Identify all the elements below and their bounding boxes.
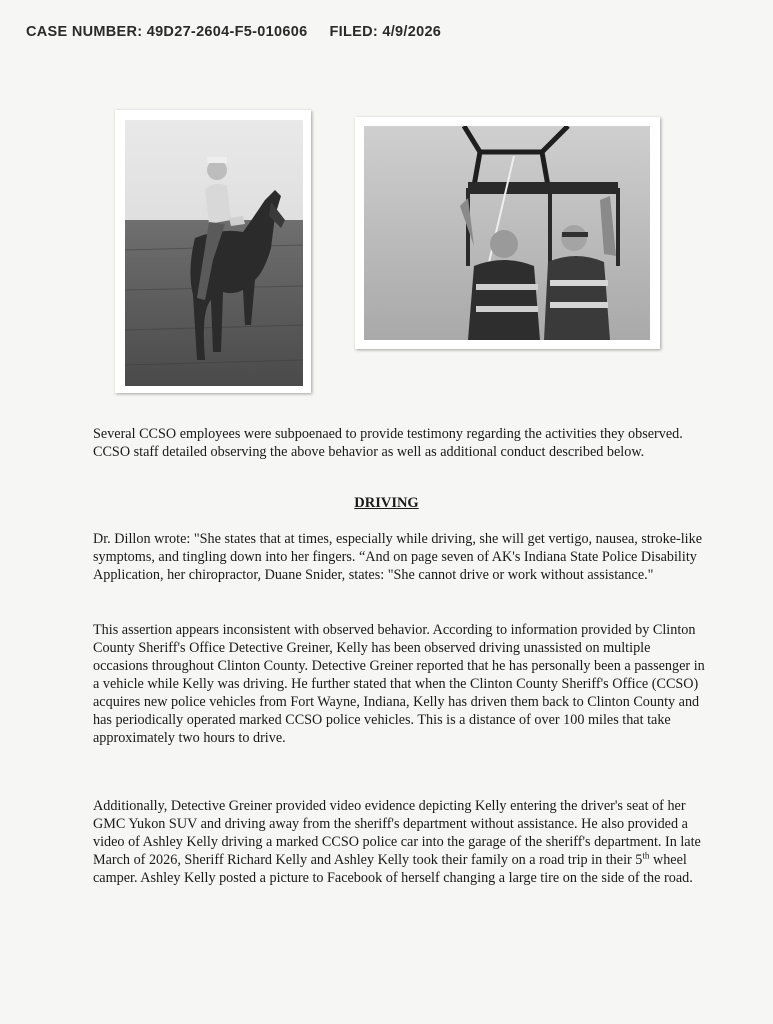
case-header [26, 24, 441, 40]
filed-date: FILED: 4/9/2026 [329, 24, 442, 40]
parasailing-photo-icon [364, 126, 650, 340]
additionally-text-a: Additionally, Detective Greiner provided video evidence depicting Kelly entering the driver's seat of her GMC Yukon SUV and driving away from the sheriff's department without assistance. He also provided a video of Ashley Kelly driving a marked CCSO police car into the garage of the sheriff's department. In late March of 2026, Sheriff Richard Kelly and Ashley Kelly took their family on a road trip in their 5 [93, 798, 701, 868]
case-number: CASE NUMBER: 49D27-2604-F5-010606 [26, 24, 308, 40]
ordinal-superscript: th [642, 850, 650, 861]
additionally-paragraph [93, 797, 705, 887]
photo-horse-rider [115, 110, 311, 393]
additionally-text [93, 797, 705, 887]
section-heading: DRIVING [354, 495, 419, 511]
dillon-paragraph [93, 530, 705, 584]
dillon-text: Dr. Dillon wrote: "She states that at times, especially while driving, she will get vertigo, nausea, stroke-like symptoms, and tingling down into her fingers. “And on page seven of AK's Indiana State Police Disability Application, her chiropractor, Duane Snider, states: "She cannot drive or work without assistance." [93, 531, 703, 583]
intro-paragraph [93, 425, 705, 461]
photo-parasailing [355, 117, 660, 349]
additionally-text-b: wheel camper. Ashley Kelly posted a picture to Facebook of herself changing a large tire on the side of the road. [93, 852, 693, 886]
assertion-text: This assertion appears inconsistent with observed behavior. According to information provided by Clinton County Sheriff's Office Detective Greiner, Kelly has been observed driving unassisted on multiple occasions throughout Clinton County. Detective Greiner reported that he has personally been a passenger in a vehicle while Kelly was driving. He further stated that when the Clinton County Sheriff's Office (CCSO) acquires new police vehicles from Fort Wayne, Indiana, Kelly has driven them back to Clinton County and has periodically operated marked CCSO police vehicles. This is a distance of over 100 miles that take approximately two hours to drive. [93, 622, 705, 746]
assertion-paragraph [93, 621, 705, 747]
horse-rider-photo-icon [125, 120, 303, 386]
intro-text: Several CCSO employees were subpoenaed to provide testimony regarding the activities they observed. CCSO staff detailed observing the above behavior as well as additional conduct described below. [93, 426, 683, 460]
